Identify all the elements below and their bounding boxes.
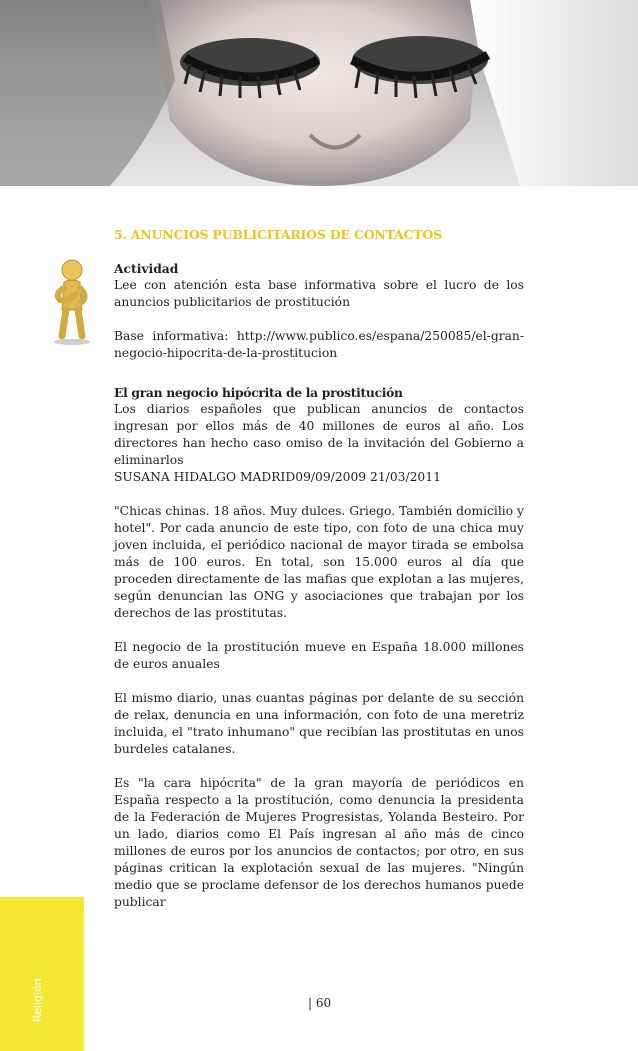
article-title: El gran negocio hipócrita de la prostitución xyxy=(114,385,403,400)
main-content xyxy=(114,226,524,911)
page-number: | 60 xyxy=(308,996,332,1010)
article-paragraph: "Chicas chinas. 18 años. Muy dulces. Griego. También domicilio y hotel". Por cada anuncio de este tipo, con foto de una chica muy joven incluida, el periódico nacional de mayor tirada se embolsa más de 100 euros. En total, son 15.000 euros al día que proceden directamente de las mafias que explotan a las mujeres, según denuncian las ONG y asociaciones que trabajan por los derechos de las prostitutas. xyxy=(114,504,524,620)
thinking-figure-icon xyxy=(42,256,102,346)
sidebar-tab xyxy=(0,897,84,1051)
activity-text: Lee con atención esta base informativa sobre el lucro de los anuncios publicitarios de prostitución xyxy=(114,278,524,309)
article-paragraph: El negocio de la prostitución mueve en España 18.000 millones de euros anuales xyxy=(114,640,524,671)
sidebar-label: Religión xyxy=(31,978,44,1022)
header-photo xyxy=(0,0,638,186)
article-byline: SUSANA HIDALGO MADRID09/09/2009 21/03/2011 xyxy=(114,470,441,484)
article-lead: Los diarios españoles que publican anuncios de contactos ingresan por ellos más de 40 millones de euros al año. Los directores han hecho caso omiso de la invitación del Gobierno a eliminarlos xyxy=(114,402,524,467)
activity-title: Actividad xyxy=(114,261,179,276)
woman-face-illustration xyxy=(0,0,638,186)
section-title: 5. ANUNCIOS PUBLICITARIOS DE CONTACTOS xyxy=(114,227,442,242)
article-paragraph: El mismo diario, unas cuantas páginas por delante de su sección de relax, denuncia en una información, con foto de una meretriz incluida, el "trato inhumano" que recibían las prostitutas en unos burdeles catalanes. xyxy=(114,691,524,756)
base-info-text: Base informativa: http://www.publico.es/espana/250085/el-gran-negocio-hipocrita-de-la-prostitucion xyxy=(114,329,524,360)
article-paragraph: Es "la cara hipócrita" de la gran mayoría de periódicos en España respecto a la prostitución, como denuncia la presidenta de la Federación de Mujeres Progresistas, Yolanda Besteiro. Por un lado, diarios como El País ingresan al año más de cinco millones de euros por los anuncios de contactos; por otro, en sus páginas critican la explotación sexual de las mujeres. "Ningún medio que se proclame defensor de los derechos humanos puede publicar xyxy=(114,776,524,909)
